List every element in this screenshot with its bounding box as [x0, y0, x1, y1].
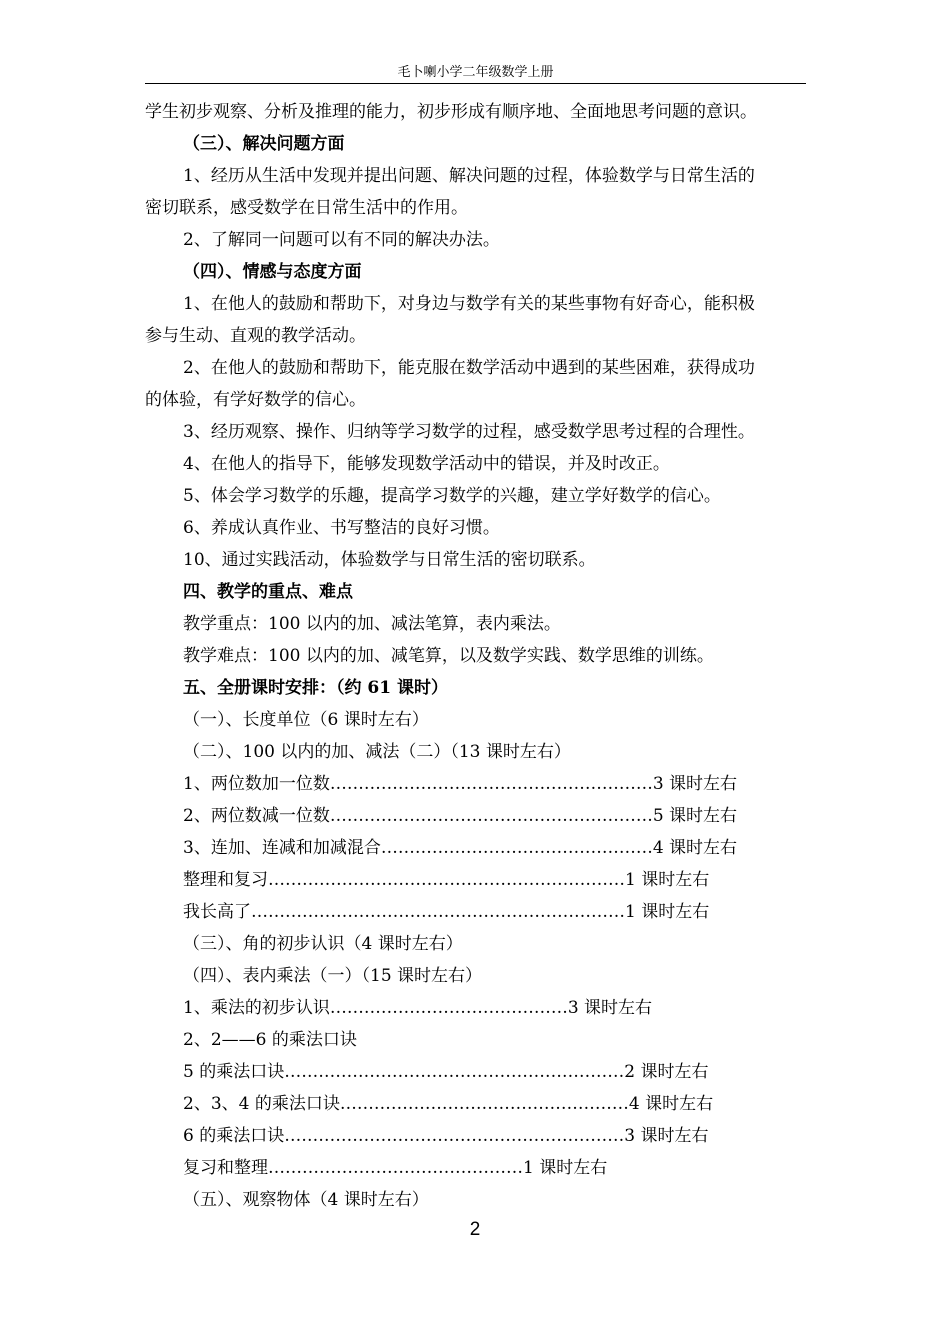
- text-line: 的体验，有学好数学的信心。: [145, 390, 366, 410]
- schedule-item: 2、3、4 的乘法口诀……………………………………………4 课时左右: [183, 1094, 714, 1114]
- schedule-item: 2、两位数减一位数…………………………………………………5 课时左右: [183, 806, 738, 826]
- schedule-item: 3、连加、连减和加减混合…………………………………………4 课时左右: [183, 838, 738, 858]
- schedule-item: 2、2——6 的乘法口诀: [183, 1030, 357, 1050]
- text-line: 教学难点：100 以内的加、减笔算，以及数学实践、数学思维的训练。: [183, 646, 714, 666]
- text-line: 1、经历从生活中发现并提出问题、解决问题的过程，体验数学与日常生活的: [183, 166, 755, 186]
- text-line: 5、体会学习数学的乐趣，提高学习数学的兴趣，建立学好数学的信心。: [183, 486, 721, 506]
- page-number: 2: [469, 1219, 481, 1240]
- schedule-item: 1、乘法的初步认识……………………………………3 课时左右: [183, 998, 653, 1018]
- section-heading: 四、教学的重点、难点: [183, 582, 353, 602]
- page-header: 毛卜喇小学二年级数学上册: [397, 65, 554, 80]
- text-line: 密切联系，感受数学在日常生活中的作用。: [145, 198, 468, 218]
- text-line: 2、了解同一问题可以有不同的解决办法。: [183, 230, 500, 250]
- text-line: 3、经历观察、操作、归纳等学习数学的过程，感受数学思考过程的合理性。: [183, 422, 755, 442]
- text-line: 学生初步观察、分析及推理的能力，初步形成有顺序地、全面地思考问题的意识。: [145, 102, 757, 122]
- section-heading: （四）、情感与态度方面: [183, 262, 362, 282]
- text-line: 1、在他人的鼓励和帮助下，对身边与数学有关的某些事物有好奇心，能积极: [183, 294, 755, 314]
- schedule-item: 整理和复习………………………………………………………1 课时左右: [183, 870, 710, 890]
- schedule-item: 我长高了…………………………………………………………1 课时左右: [183, 902, 710, 922]
- schedule-item: 5 的乘法口诀……………………………………………………2 课时左右: [183, 1062, 709, 1082]
- schedule-item: 复习和整理………………………………………1 课时左右: [183, 1158, 608, 1178]
- schedule-item: 1、两位数加一位数…………………………………………………3 课时左右: [183, 774, 738, 794]
- schedule-unit: （五）、观察物体（4 课时左右）: [183, 1190, 429, 1210]
- text-line: 教学重点：100 以内的加、减法笔算，表内乘法。: [183, 614, 561, 634]
- header-rule: [145, 83, 806, 84]
- schedule-item: 6 的乘法口诀……………………………………………………3 课时左右: [183, 1126, 709, 1146]
- text-line: 2、在他人的鼓励和帮助下，能克服在数学活动中遇到的某些困难，获得成功: [183, 358, 755, 378]
- section-heading: （三）、解决问题方面: [183, 134, 345, 154]
- schedule-unit: （四）、表内乘法（一）（15 课时左右）: [183, 966, 483, 986]
- section-heading: 五、全册课时安排：（约 61 课时）: [183, 678, 448, 698]
- text-line: 参与生动、直观的教学活动。: [145, 326, 366, 346]
- text-line: 4、在他人的指导下，能够发现数学活动中的错误，并及时改正。: [183, 454, 670, 474]
- schedule-unit: （三）、角的初步认识（4 课时左右）: [183, 934, 463, 954]
- text-line: 10、通过实践活动，体验数学与日常生活的密切联系。: [183, 550, 596, 570]
- schedule-unit: （二）、100 以内的加、减法（二）（13 课时左右）: [183, 742, 571, 762]
- schedule-unit: （一）、长度单位（6 课时左右）: [183, 710, 429, 730]
- text-line: 6、养成认真作业、书写整洁的良好习惯。: [183, 518, 500, 538]
